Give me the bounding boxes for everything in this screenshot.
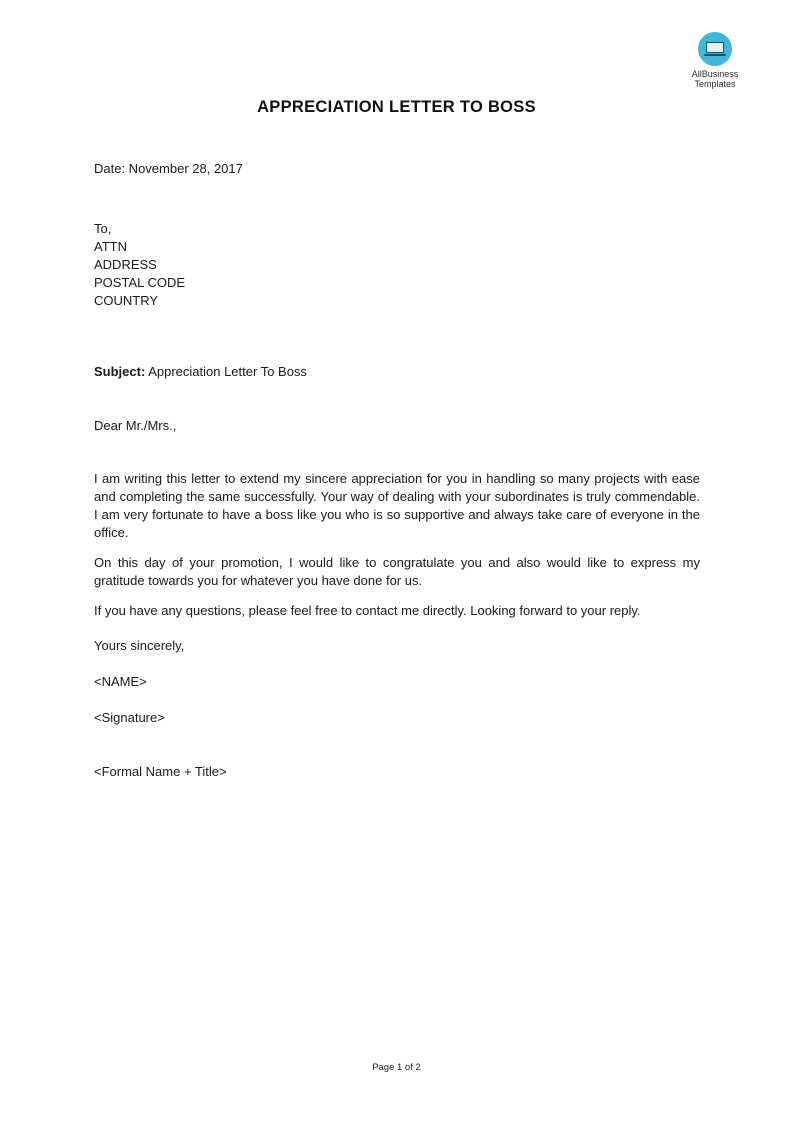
document-title: APPRECIATION LETTER TO BOSS [257,98,536,116]
address-street: ADDRESS [94,257,157,272]
body-paragraph: I am writing this letter to extend my sincere appreciation for you in handling so many projects with ease and completing the same successfully. Your way of dealing with your subordinates is truly commendable. I am very fortunate to have a boss like you who is so supportive and always take care of everyone in the office. [94,471,700,540]
address-country: COUNTRY [94,293,159,308]
brand-logo [680,32,750,89]
subject-label: Subject: [94,364,146,379]
sender-formal-name: <Formal Name + Title> [94,764,227,779]
closing: Yours sincerely, [94,638,185,653]
address-to: To, [94,221,112,236]
subject-text: Appreciation Letter To Boss [145,364,307,379]
page-number: Page 1 of 2 [372,1062,421,1073]
logo-text [680,69,750,89]
sender-name: <NAME> [94,674,147,689]
subject-line [94,363,700,381]
recipient-address [94,220,700,310]
address-postal: POSTAL CODE [94,275,186,290]
salutation: Dear Mr./Mrs., [94,418,177,433]
body-paragraph: If you have any questions, please feel free to contact me directly. Looking forward to your reply. [94,603,641,618]
laptop-icon [698,32,732,66]
body-paragraph: On this day of your promotion, I would like to congratulate you and also would like to express my gratitude towards you for whatever you have done for us. [94,555,700,588]
letter-body [94,470,700,632]
logo-line-1: AllBusiness [691,69,739,79]
sender-signature: <Signature> [94,710,165,725]
logo-line-2: Templates [694,79,736,89]
letter-date: Date: November 28, 2017 [94,161,243,176]
address-attn: ATTN [94,239,127,254]
